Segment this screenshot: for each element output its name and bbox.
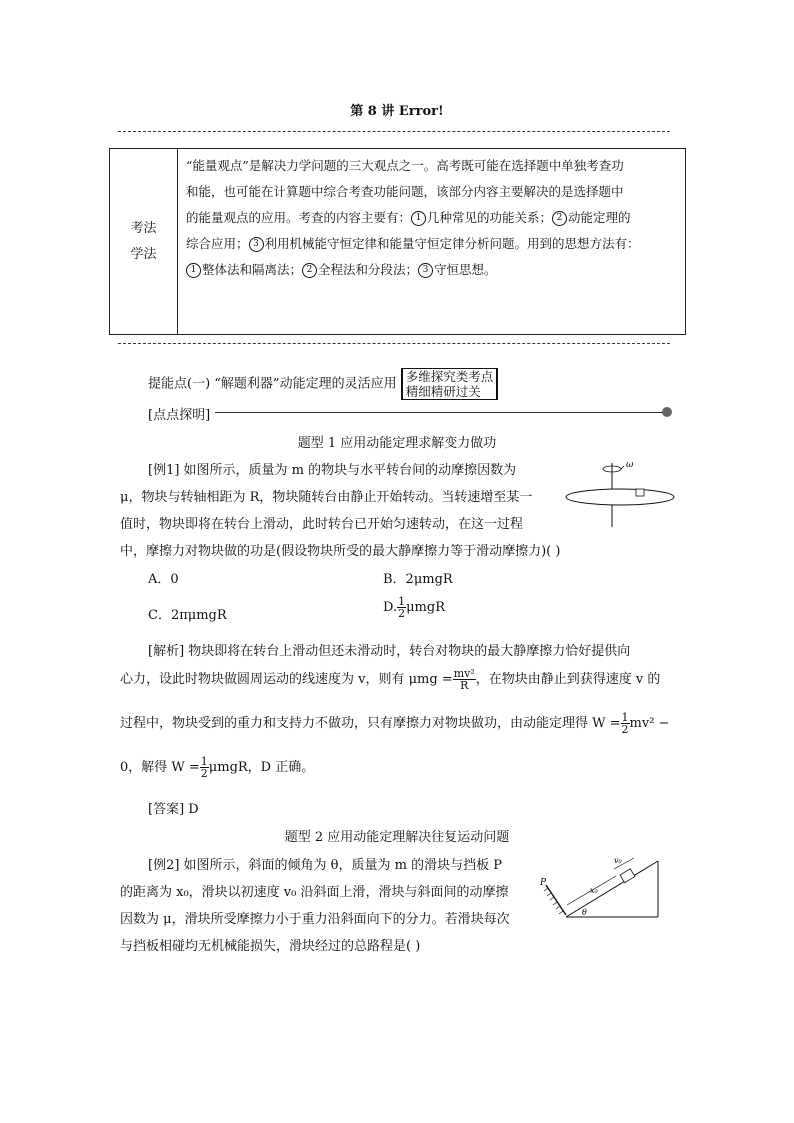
x0-label: x₀ bbox=[590, 886, 598, 895]
intro-line bbox=[186, 257, 677, 283]
type2-title: 题型 2 应用动能定理解决往复运动问题 bbox=[284, 830, 510, 845]
answer-1: [答案] D bbox=[148, 802, 199, 817]
type1-title: 题型 1 应用动能定理求解变力做功 bbox=[297, 436, 497, 451]
circled-number: 2 bbox=[552, 211, 567, 226]
text-span: 动能定理的 bbox=[568, 210, 631, 225]
text-span: 利用机械能守恒定律和能量守恒定律分析问题。用到的思想方法有： bbox=[264, 236, 640, 251]
intro-line bbox=[186, 205, 677, 231]
intro-text bbox=[178, 149, 685, 334]
section-heading-text: 提能点(一) “解题利器”动能定理的灵活应用 bbox=[148, 376, 397, 392]
fraction bbox=[200, 756, 209, 779]
option-a: A．0 bbox=[148, 572, 179, 587]
option-d bbox=[383, 596, 445, 619]
circled-number: 2 bbox=[302, 263, 317, 278]
example2-line: [例2] 如图所示，斜面的倾角为 θ，质量为 m 的滑块与挡板 P bbox=[148, 858, 502, 873]
intro-line: 和能，也可能在计算题中综合考查功能问题，该部分内容主要解决的是选择题中 bbox=[186, 184, 624, 199]
analysis-line bbox=[120, 712, 669, 735]
omega-label: ω bbox=[626, 460, 634, 470]
example2-line: 的距离为 x₀，滑块以初速度 v₀ 沿斜面上滑，滑块与斜面间的动摩擦 bbox=[120, 885, 509, 900]
text-span: D. bbox=[383, 600, 398, 615]
section-bracket bbox=[401, 368, 499, 400]
frac-num: 1 bbox=[398, 595, 406, 608]
example1-line: [例1] 如图所示，质量为 m 的物块与水平转台间的动摩擦因数为 bbox=[148, 463, 517, 478]
text-span: 心力，设此时物块做圆周运动的线速度为 v，则有 μmg = bbox=[120, 672, 453, 687]
intro-box bbox=[109, 148, 686, 335]
intro-label-line: 考法 bbox=[130, 220, 157, 236]
v0-label: v₀ bbox=[614, 856, 622, 865]
intro-label-line: 学法 bbox=[130, 246, 157, 262]
frac-den: R bbox=[460, 679, 469, 692]
text-span: 几种常见的功能关系； bbox=[427, 210, 553, 225]
circled-number: 1 bbox=[411, 211, 426, 226]
text-span: 综合应用； bbox=[186, 236, 249, 251]
text-span: 守恒思想。 bbox=[434, 262, 497, 277]
analysis-line: [解析] 物块即将在转台上滑动但还未滑动时，转台对物块的最大静摩擦力恰好提供向 bbox=[148, 644, 631, 659]
frac-den: 2 bbox=[621, 723, 629, 736]
bracket-line: 多维探究类考点 bbox=[405, 369, 494, 384]
example1-line: 中，摩擦力对物块做的功是(假设物块所受的最大静摩擦力等于滑动摩擦力)( ) bbox=[120, 544, 561, 559]
option-c: C．2πμmgR bbox=[148, 608, 227, 623]
example2-line: 因数为 μ，滑块所受摩擦力小于重力沿斜面向下的分力。若滑块每次 bbox=[120, 912, 510, 927]
intro-line bbox=[186, 231, 677, 257]
plate-p-label: P bbox=[540, 878, 547, 888]
intro-line: “能量观点”是解决力学问题的三大观点之一。高考既可能在选择题中单独考查功 bbox=[186, 158, 624, 173]
example1-line: μ，物块与转轴相距为 R，物块随转台由静止开始转动。当转速增至某一 bbox=[120, 490, 533, 505]
analysis-line bbox=[120, 668, 660, 691]
sub-rule bbox=[215, 412, 665, 413]
frac-num: 1 bbox=[200, 755, 208, 768]
section-sub: [点点探明] bbox=[148, 408, 211, 423]
turntable-figure bbox=[560, 455, 680, 535]
frac-num: mv² bbox=[453, 667, 475, 680]
page-title: 第 8 讲 Error! bbox=[350, 104, 444, 119]
example2-line: 与挡板相碰均无机械能损失，滑块经过的总路程是( ) bbox=[120, 939, 421, 954]
fraction bbox=[453, 668, 476, 691]
example1-line: 值时，物块即将在转台上滑动，此时转台已开始匀速转动，在这一过程 bbox=[120, 517, 524, 532]
text-span: mv² − bbox=[629, 716, 670, 731]
frac-den: 2 bbox=[200, 767, 208, 780]
incline-figure bbox=[536, 855, 671, 925]
divider-top bbox=[118, 131, 670, 132]
section-heading bbox=[148, 368, 498, 400]
option-b: B．2μmgR bbox=[383, 572, 453, 587]
text-span: 整体法和隔离法； bbox=[202, 262, 303, 277]
frac-den: 2 bbox=[398, 607, 406, 620]
analysis-line bbox=[120, 756, 314, 779]
text-span: ，在物块由静止到获得速度 v 的 bbox=[475, 672, 661, 687]
text-span: 0，解得 W = bbox=[120, 760, 200, 775]
circled-number: 3 bbox=[418, 263, 433, 278]
text-span: 过程中，物块受到的重力和支持力不做功，只有摩擦力对物块做功，由动能定理得 W = bbox=[120, 716, 621, 731]
frac-num: 1 bbox=[621, 711, 629, 724]
fraction bbox=[397, 596, 406, 619]
text-span: 的能量观点的应用。考查的内容主要有： bbox=[186, 210, 412, 225]
intro-label bbox=[110, 149, 178, 334]
circled-number: 3 bbox=[249, 237, 264, 252]
text-span: 全程法和分段法； bbox=[318, 262, 419, 277]
text-span: μmgR，D 正确。 bbox=[208, 760, 315, 775]
circled-number: 1 bbox=[186, 263, 201, 278]
theta-label: θ bbox=[582, 908, 587, 917]
text-span: μmgR bbox=[406, 600, 445, 615]
divider-bottom bbox=[118, 343, 670, 344]
bracket-line: 精细精研过关 bbox=[405, 384, 481, 399]
fraction bbox=[621, 712, 630, 735]
sub-rule-dot bbox=[662, 407, 672, 417]
